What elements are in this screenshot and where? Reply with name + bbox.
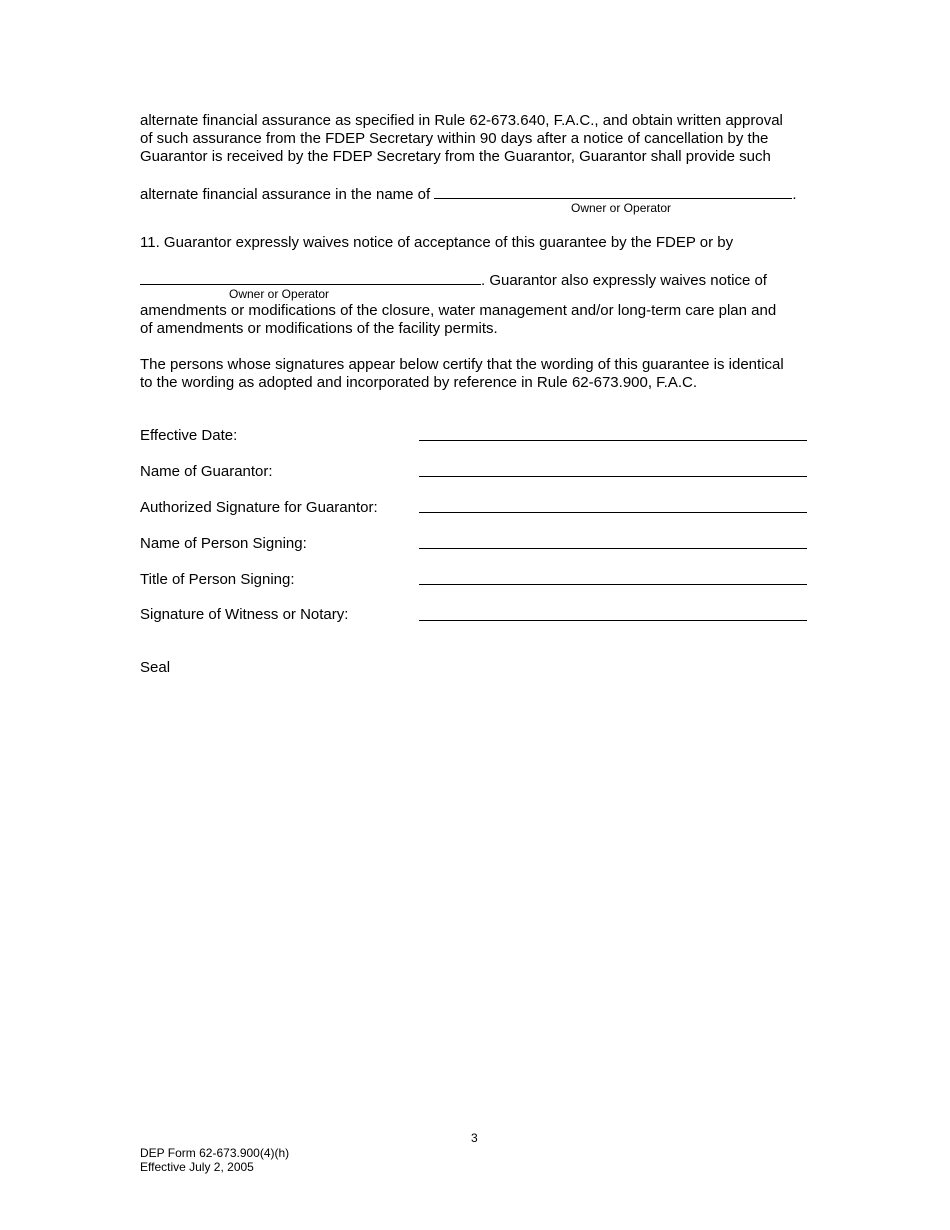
item11-line2-suffix: . Guarantor also expressly waives notice of [481,272,767,289]
paragraph-line: amendments or modifications of the closure, water management and/or long-term care plan and [140,302,777,319]
paragraph-line: of such assurance from the FDEP Secretary within 90 days after a notice of cancellation by the [140,130,769,147]
owner-operator-caption: Owner or Operator [229,287,330,301]
guarantor-name-label: Name of Guarantor: [140,463,273,480]
paragraph-line: of amendments or modifications of the facility permits. [140,320,498,337]
form-id: DEP Form 62-673.900(4)(h) [140,1146,290,1160]
owner-name-line [140,184,797,204]
witness-signature-field[interactable] [419,620,807,621]
paragraph-line: Guarantor is received by the FDEP Secretary from the Guarantor, Guarantor shall provide such [140,148,771,165]
person-signing-title-label: Title of Person Signing: [140,571,295,588]
paragraph-line: to the wording as adopted and incorporated by reference in Rule 62-673.900, F.A.C. [140,374,698,391]
owner-name-blank[interactable] [434,184,792,199]
paragraph-top [140,112,820,166]
authorized-signature-label: Authorized Signature for Guarantor: [140,499,378,516]
person-signing-title-field[interactable] [419,584,807,585]
effective-date-field[interactable] [419,440,807,441]
owner-name-prefix: alternate financial assurance in the name of [140,186,431,203]
page-number: 3 [471,1131,478,1145]
guarantor-name-field[interactable] [419,476,807,477]
item11-line1: 11. Guarantor expressly waives notice of acceptance of this guarantee by the FDEP or by [140,234,734,251]
owner-name-suffix: . [792,186,797,203]
owner-operator-blank[interactable] [140,270,481,285]
witness-signature-label: Signature of Witness or Notary: [140,606,349,623]
effective-date-label: Effective Date: [140,427,238,444]
form-effective-date: Effective July 2, 2005 [140,1160,254,1174]
person-signing-name-field[interactable] [419,548,807,549]
owner-name-caption: Owner or Operator [571,201,672,215]
item11-continuation [140,302,820,338]
paragraph-line: alternate financial assurance as specified in Rule 62-673.640, F.A.C., and obtain written approval [140,112,783,129]
person-signing-name-label: Name of Person Signing: [140,535,307,552]
authorized-signature-field[interactable] [419,512,807,513]
certification-paragraph [140,356,820,392]
seal-label: Seal [140,659,171,676]
paragraph-line: The persons whose signatures appear below certify that the wording of this guarantee is identical [140,356,784,373]
